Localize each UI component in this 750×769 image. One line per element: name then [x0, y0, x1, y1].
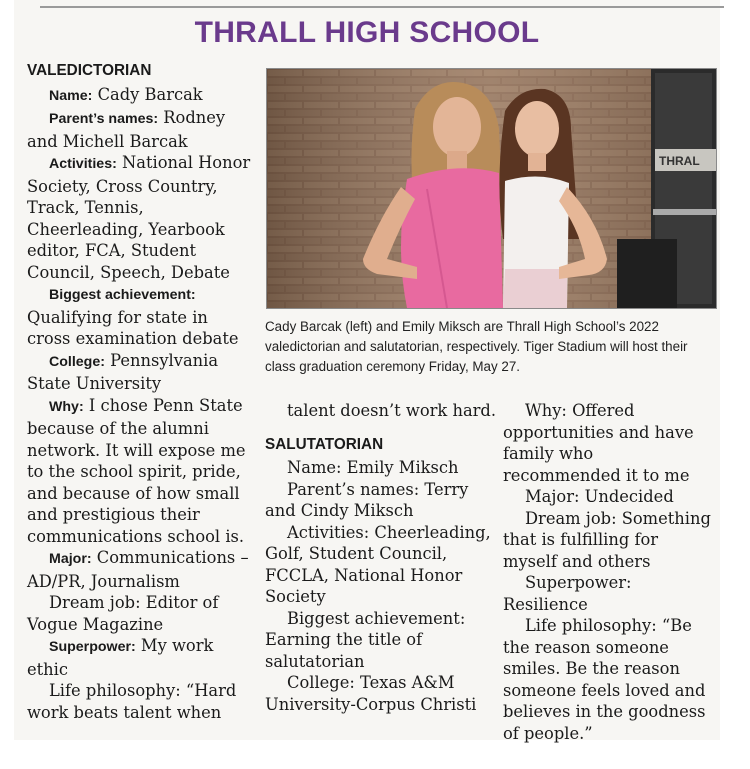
page-title: THRALL HIGH SCHOOL [194, 16, 540, 49]
salutatorian-dream-job: Dream job: Something that is fulfilling for myself and others [503, 508, 711, 571]
salutatorian-heading: SALUTATORIAN [265, 435, 384, 453]
valedictorian-name: Name: Cady Barcak [49, 84, 203, 104]
photo-caption: Cady Barcak (left) and Emily Miksch are Thrall High School’s 2022 valedictorian and salutatorian, respectively. Tiger Stadium will host their class graduation ceremony Friday, May 27. [265, 319, 688, 374]
salutatorian-why: Why: Offered opportunities and have family who recommended it to me [503, 401, 694, 485]
salutatorian-major: Major: Undecided [525, 487, 674, 506]
photo-illustration [267, 69, 716, 308]
valedictorian-activities: Activities: National Honor Society, Cross Country, Track, Tennis, Cheerleading, Yearbook editor, FCA, Student Council, Speech, Debate [27, 153, 251, 282]
top-rule [40, 6, 724, 8]
salutatorian-philosophy: Life philosophy: “Be the reason someone smiles. Be the reason someone feels loved and believes in the goodness of people.” [503, 616, 706, 743]
salutatorian-parents: Parent’s names: Terry and Cindy Miksch [265, 479, 469, 520]
valedictorian-philosophy-continued: talent doesn’t work hard. [287, 401, 497, 420]
salutatorian-column [265, 400, 497, 715]
newspaper-page [14, 0, 720, 743]
valedictorian-heading: VALEDICTORIAN [27, 62, 152, 79]
valedictorian-parents: Parent’s names: Rodney and Michell Barcak [27, 108, 226, 151]
valedictorian-superpower: Superpower: My work ethic [27, 636, 214, 679]
valedictorian-achievement: Biggest achievement: Qualifying for state in cross examination debate [27, 287, 239, 348]
valedictorian-major: Major: Communications – AD/PR, Journalism [27, 548, 249, 591]
valedictorian-column [27, 60, 256, 723]
students-photo [266, 68, 717, 309]
salutatorian-activities: Activities: Cheerleading, Golf, Student Council, FCCLA, National Honor Society [265, 522, 491, 606]
valedictorian-why: Why: I chose Penn State because of the alumni network. It will expose me to the school spirit, pride, and because of how small and prestigious their communications school is. [27, 395, 246, 546]
salutatorian-achievement: Biggest achievement: Earning the title of salutatorian [265, 608, 466, 671]
valedictorian-college: College: Pennsylvania State University [27, 350, 219, 393]
salutatorian-column-continued [503, 400, 715, 744]
sign-text: THRAL [659, 154, 700, 168]
valedictorian-dream-job: Dream job: Editor of Vogue Magazine [27, 593, 219, 634]
salutatorian-superpower: Superpower: Resilience [503, 573, 632, 614]
valedictorian-philosophy: Life philosophy: “Hard work beats talent when [27, 681, 237, 722]
salutatorian-college: College: Texas A&M University-Corpus Christi [265, 673, 477, 714]
salutatorian-name: Name: Emily Miksch [287, 458, 459, 477]
